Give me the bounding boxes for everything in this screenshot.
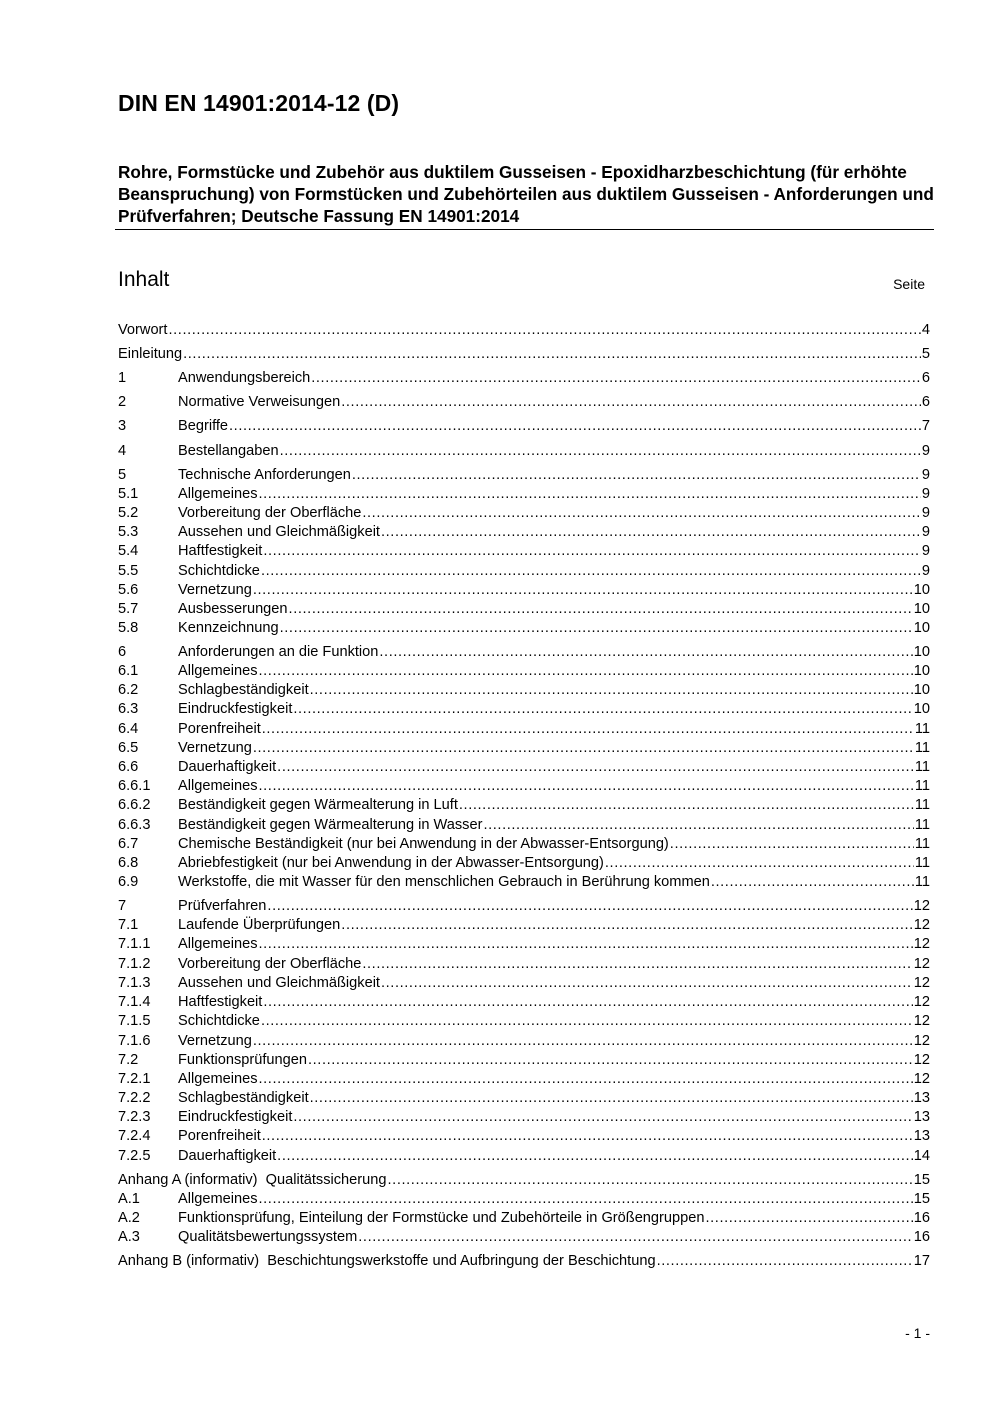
toc-entry-page: 11 [914, 855, 930, 871]
toc-entry-number: 5.2 [118, 505, 139, 521]
toc-dot-leader [259, 661, 913, 681]
toc-dot-leader [229, 416, 921, 436]
toc-dot-leader [381, 973, 913, 993]
toc-entry-label: Schichtdicke [178, 1013, 260, 1029]
toc-dot-leader [381, 522, 921, 542]
toc-entry-label: Beständigkeit gegen Wärmealterung in Wasser [178, 817, 483, 833]
toc-entry-label: Bestellangaben [178, 443, 279, 459]
toc-entry [118, 699, 930, 719]
toc-entry [118, 680, 930, 700]
toc-entry [118, 1126, 930, 1146]
toc-dot-leader [341, 915, 912, 935]
toc-entry-page: 11 [914, 759, 930, 775]
toc-dot-leader [379, 642, 912, 662]
toc-entry-label: Allgemeines [178, 1191, 258, 1207]
toc-entry-page: 9 [921, 505, 930, 521]
toc-entry-label: Vernetzung [178, 740, 252, 756]
toc-entry-label: Funktionsprüfung, Einteilung der Formstücke und Zubehörteile in Größengruppen [178, 1210, 705, 1226]
toc-entry-label: Anwendungsbereich [178, 370, 311, 386]
page-footer-number: - 1 - [905, 1325, 930, 1341]
toc-entry-number: 6.1 [118, 663, 139, 679]
toc-entry-number: 6.3 [118, 701, 139, 717]
toc-entry-label: Aussehen und Gleichmäßigkeit [178, 524, 380, 540]
toc-entry-label: Kennzeichnung [178, 620, 279, 636]
toc-dot-leader [311, 368, 921, 388]
toc-entry-number: 6.6.3 [118, 817, 151, 833]
toc-entry-page: 12 [913, 1071, 930, 1087]
toc-entry [118, 1107, 930, 1127]
document-title: Rohre, Formstücke und Zubehör aus duktilem Gusseisen - Epoxidharzbeschichtung (für erhöhte Beanspruchung) von Formstücken und Zubehörteilen aus duktilem Gusseisen - Anforderungen und Prüfverfahren; Deutsche Fassung EN 14901:2014 [118, 162, 934, 226]
toc-entry [118, 872, 930, 892]
toc-dot-leader [261, 561, 921, 581]
toc-entry-number: 7.2.5 [118, 1148, 151, 1164]
toc-entry-number: 7.1.6 [118, 1033, 151, 1049]
toc-entry [118, 1170, 930, 1190]
toc-entry-page: 11 [914, 721, 930, 737]
toc-entry-label: Allgemeines [178, 486, 258, 502]
toc-entry-label: Beständigkeit gegen Wärmealterung in Luft [178, 797, 458, 813]
toc-entry-number: 6.7 [118, 836, 139, 852]
toc-entry-page: 9 [921, 443, 930, 459]
toc-entry-page: 16 [913, 1210, 930, 1226]
toc-entry-label: Porenfreiheit [178, 721, 261, 737]
toc-entry-label: Vernetzung [178, 582, 252, 598]
toc-entry-label: Technische Anforderungen [178, 467, 351, 483]
toc-entry [118, 618, 930, 638]
toc-entry-label: Vorwort [118, 322, 168, 338]
toc-entry [118, 344, 930, 364]
toc-entry-page: 12 [913, 956, 930, 972]
toc-entry-number: A.2 [118, 1210, 140, 1226]
toc-entry-label: Eindruckfestigkeit [178, 1109, 293, 1125]
toc-dot-leader [280, 441, 921, 461]
toc-entry-label: Normative Verweisungen [178, 394, 341, 410]
toc-entry-label: Qualitätsbewertungssystem [178, 1229, 358, 1245]
toc-dot-leader [310, 680, 913, 700]
toc-entry [118, 561, 930, 581]
toc-dot-leader [341, 392, 921, 412]
toc-entry-number: 5.6 [118, 582, 139, 598]
toc-entry-number: 6 [118, 644, 127, 660]
toc-entry-label: Schichtdicke [178, 563, 260, 579]
toc-entry-page: 11 [914, 874, 930, 890]
toc-entry-page: 10 [913, 582, 930, 598]
toc-entry [118, 1189, 930, 1209]
toc-entry-page: 5 [921, 346, 930, 362]
toc-entry [118, 1050, 930, 1070]
toc-dot-leader [310, 1088, 913, 1108]
toc-entry-page: 10 [913, 601, 930, 617]
toc-entry-label: Schlagbeständigkeit [178, 682, 309, 698]
toc-dot-leader [262, 1126, 913, 1146]
toc-entry-number: 6.6 [118, 759, 139, 775]
toc-entry-page: 10 [913, 682, 930, 698]
toc-entry [118, 795, 930, 815]
toc-entry-page: 14 [913, 1148, 930, 1164]
toc-entry-label: Anforderungen an die Funktion [178, 644, 379, 660]
toc-entry-page: 12 [913, 1013, 930, 1029]
toc-entry-page: 16 [913, 1229, 930, 1245]
toc-entry-label: Anhang A (informativ) Qualitätssicherung [118, 1172, 387, 1188]
toc-entry-page: 17 [913, 1253, 930, 1269]
toc-entry [118, 1251, 930, 1271]
toc-entry-label: Schlagbeständigkeit [178, 1090, 309, 1106]
toc-entry-label: Haftfestigkeit [178, 994, 263, 1010]
toc-entry [118, 815, 930, 835]
toc-entry-number: 5.7 [118, 601, 139, 617]
toc-entry-number: A.1 [118, 1191, 140, 1207]
toc-entry [118, 320, 930, 340]
toc-entry-number: 6.8 [118, 855, 139, 871]
toc-entry-page: 11 [914, 740, 930, 756]
toc-entry-label: Allgemeines [178, 936, 258, 952]
toc-entry-number: 1 [118, 370, 127, 386]
toc-entry-label: Funktionsprüfungen [178, 1052, 307, 1068]
toc-entry-label: Abriebfestigkeit (nur bei Anwendung in der Abwasser-Entsorgung) [178, 855, 604, 871]
toc-entry-label: Allgemeines [178, 778, 258, 794]
toc-dot-leader [352, 465, 921, 485]
toc-entry [118, 757, 930, 777]
toc-entry-label: Vorbereitung der Oberfläche [178, 956, 362, 972]
toc-dot-leader [277, 1146, 913, 1166]
toc-entry-page: 12 [913, 1052, 930, 1068]
toc-dot-leader [183, 344, 921, 364]
toc-dot-leader [253, 1031, 913, 1051]
toc-entry-page: 10 [913, 620, 930, 636]
toc-entry-label: Dauerhaftigkeit [178, 1148, 277, 1164]
toc-entry [118, 738, 930, 758]
toc-entry [118, 934, 930, 954]
page-column-heading: Seite [893, 276, 925, 292]
toc-entry-page: 6 [921, 370, 930, 386]
toc-entry-page: 12 [913, 994, 930, 1010]
toc-dot-leader [308, 1050, 913, 1070]
toc-entry [118, 1069, 930, 1089]
toc-entry [118, 522, 930, 542]
toc-entry-page: 12 [913, 898, 930, 914]
toc-entry-number: 3 [118, 418, 127, 434]
title-divider [115, 229, 934, 230]
toc-entry-number: 7.2 [118, 1052, 139, 1068]
toc-dot-leader [293, 1107, 912, 1127]
toc-entry-page: 11 [914, 836, 930, 852]
toc-entry-label: Werkstoffe, die mit Wasser für den menschlichen Gebrauch in Berührung kommen [178, 874, 710, 890]
toc-entry-number: 7.1.4 [118, 994, 151, 1010]
toc-dot-leader [657, 1251, 913, 1271]
toc-entry-label: Allgemeines [178, 1071, 258, 1087]
toc-entry-page: 13 [913, 1109, 930, 1125]
toc-dot-leader [263, 541, 921, 561]
toc-entry-label: Laufende Überprüfungen [178, 917, 341, 933]
toc-entry-page: 12 [913, 917, 930, 933]
toc-dot-leader [259, 934, 913, 954]
toc-entry-number: 5.1 [118, 486, 139, 502]
toc-dot-leader [670, 834, 914, 854]
toc-entry-number: A.3 [118, 1229, 140, 1245]
toc-entry [118, 392, 930, 412]
toc-entry-number: 6.5 [118, 740, 139, 756]
toc-entry-page: 9 [921, 543, 930, 559]
toc-entry [118, 541, 930, 561]
toc-heading: Inhalt [118, 268, 170, 291]
toc-dot-leader [277, 757, 914, 777]
toc-entry-page: 12 [913, 975, 930, 991]
toc-entry-label: Ausbesserungen [178, 601, 288, 617]
toc-entry-label: Prüfverfahren [178, 898, 267, 914]
toc-dot-leader [605, 853, 914, 873]
toc-entry-label: Einleitung [118, 346, 183, 362]
toc-entry-number: 7 [118, 898, 127, 914]
toc-entry [118, 1088, 930, 1108]
toc-entry-page: 4 [921, 322, 930, 338]
toc-entry-number: 5.3 [118, 524, 139, 540]
toc-entry [118, 992, 930, 1012]
toc-dot-leader [483, 815, 913, 835]
toc-dot-leader [459, 795, 914, 815]
toc-entry [118, 465, 930, 485]
toc-entry [118, 642, 930, 662]
toc-entry [118, 1011, 930, 1031]
toc-entry-number: 7.1.3 [118, 975, 151, 991]
toc-entry [118, 1146, 930, 1166]
toc-dot-leader [267, 896, 912, 916]
toc-entry-page: 10 [913, 644, 930, 660]
toc-dot-leader [289, 599, 913, 619]
toc-entry-number: 7.1.1 [118, 936, 151, 952]
toc-dot-leader [253, 738, 914, 758]
toc-dot-leader [263, 992, 912, 1012]
toc-dot-leader [168, 320, 920, 340]
toc-entry-number: 7.1 [118, 917, 139, 933]
toc-entry-page: 9 [921, 486, 930, 502]
toc-dot-leader [362, 954, 912, 974]
toc-entry-page: 15 [913, 1172, 930, 1188]
toc-entry-page: 13 [913, 1090, 930, 1106]
toc-entry-label: Aussehen und Gleichmäßigkeit [178, 975, 380, 991]
toc-entry-number: 5.5 [118, 563, 139, 579]
toc-entry-number: 7.1.5 [118, 1013, 151, 1029]
toc-dot-leader [262, 719, 914, 739]
toc-entry [118, 896, 930, 916]
toc-entry-number: 7.2.2 [118, 1090, 151, 1106]
toc-entry [118, 954, 930, 974]
toc-entry [118, 776, 930, 796]
toc-entry-number: 4 [118, 443, 127, 459]
toc-entry-number: 7.2.1 [118, 1071, 151, 1087]
toc-entry-page: 10 [913, 701, 930, 717]
toc-entry-number: 5.4 [118, 543, 139, 559]
toc-entry-page: 9 [921, 563, 930, 579]
toc-dot-leader [259, 1069, 913, 1089]
toc-entry-label: Eindruckfestigkeit [178, 701, 293, 717]
toc-entry [118, 1227, 930, 1247]
toc-entry-number: 6.4 [118, 721, 139, 737]
toc-entry-number: 2 [118, 394, 127, 410]
toc-entry [118, 1208, 930, 1228]
toc-dot-leader [706, 1208, 913, 1228]
toc-dot-leader [293, 699, 912, 719]
toc-entry [118, 580, 930, 600]
toc-entry-label: Anhang B (informativ) Beschichtungswerkstoffe und Aufbringung der Beschichtung [118, 1253, 656, 1269]
toc-dot-leader [259, 776, 914, 796]
toc-entry-page: 9 [921, 524, 930, 540]
toc-entry-number: 7.2.3 [118, 1109, 151, 1125]
toc-entry [118, 719, 930, 739]
toc-dot-leader [280, 618, 913, 638]
toc-dot-leader [358, 1227, 913, 1247]
document-id: DIN EN 14901:2014-12 (D) [118, 90, 400, 116]
toc-entry [118, 1031, 930, 1051]
toc-dot-leader [711, 872, 914, 892]
toc-entry [118, 973, 930, 993]
toc-entry-label: Porenfreiheit [178, 1128, 261, 1144]
toc-entry [118, 834, 930, 854]
toc-entry [118, 503, 930, 523]
toc-entry-number: 6.6.1 [118, 778, 151, 794]
toc-entry-label: Haftfestigkeit [178, 543, 263, 559]
toc-entry-label: Chemische Beständigkeit (nur bei Anwendung in der Abwasser-Entsorgung) [178, 836, 669, 852]
toc-entry-number: 6.6.2 [118, 797, 151, 813]
toc-entry-page: 13 [913, 1128, 930, 1144]
toc-entry-page: 11 [914, 778, 930, 794]
toc-entry-page: 6 [921, 394, 930, 410]
toc-entry [118, 484, 930, 504]
toc-entry-page: 11 [914, 817, 930, 833]
toc-dot-leader [253, 580, 913, 600]
toc-entry-page: 15 [913, 1191, 930, 1207]
toc-entry-label: Vernetzung [178, 1033, 252, 1049]
toc-dot-leader [259, 1189, 913, 1209]
toc-entry [118, 853, 930, 873]
toc-entry [118, 441, 930, 461]
toc-entry-label: Allgemeines [178, 663, 258, 679]
toc-dot-leader [259, 484, 921, 504]
toc-dot-leader [261, 1011, 913, 1031]
toc-entry-page: 7 [921, 418, 930, 434]
toc-entry-number: 7.1.2 [118, 956, 151, 972]
toc-entry-number: 7.2.4 [118, 1128, 151, 1144]
toc-entry-number: 5 [118, 467, 127, 483]
toc-entry-label: Begriffe [178, 418, 229, 434]
toc-entry [118, 368, 930, 388]
toc-dot-leader [388, 1170, 913, 1190]
toc-entry [118, 915, 930, 935]
toc-entry-number: 6.9 [118, 874, 139, 890]
toc-entry [118, 661, 930, 681]
toc-entry-page: 10 [913, 663, 930, 679]
toc-entry-label: Dauerhaftigkeit [178, 759, 277, 775]
toc-entry-page: 11 [914, 797, 930, 813]
toc-entry-label: Vorbereitung der Oberfläche [178, 505, 362, 521]
toc-entry-page: 12 [913, 936, 930, 952]
toc-entry-page: 9 [921, 467, 930, 483]
toc-entry [118, 416, 930, 436]
toc-entry-number: 6.2 [118, 682, 139, 698]
toc-entry-page: 12 [913, 1033, 930, 1049]
toc-entry [118, 599, 930, 619]
toc-dot-leader [362, 503, 921, 523]
toc-entry-number: 5.8 [118, 620, 139, 636]
